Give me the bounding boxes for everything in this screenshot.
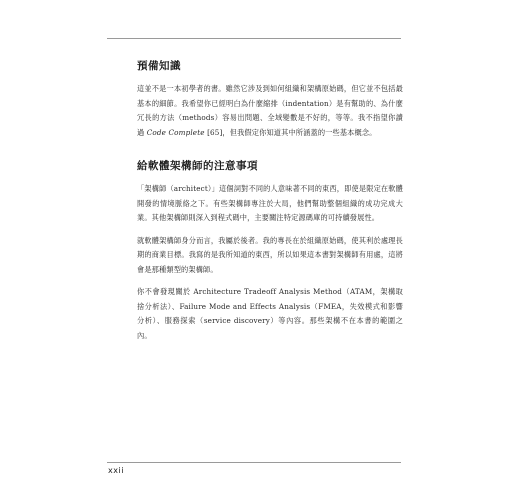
architects-paragraph-3: 你不會發現關於 Architecture Tradeoff Analysis Method（ATAM，架構取捨分析法）、Failure Mode and Effects Analysis（FMEA，失效模式和影響分析）、服務探索（service discovery）等內容。那些架構不在本書的範圍之內。 [137,287,403,340]
section-heading-prerequisites: 預備知識 [137,60,181,72]
prerequisites-text-start: 這並不是一本初學者的書。雖然它涉及到如何組織和架構原始碼，但它並不包括最基本的細節。我希望你已經明白為什麼縮排（indentation）是有幫助的、為什麼冗長的方法（methods）容易出問題、全域變數是不好的，等等。我不指望你讀過 [137,84,403,137]
architects-paragraph-2: 就軟體架構師身分而言，我屬於後者。我的專長在於組織原始碼，使其利於處理長期的商業目標。我寫的是我所知道的東西，所以如果這本書對架構師有用處，這將會是那種類型的架構師。 [137,235,403,274]
prerequisites-paragraph [137,82,403,140]
footer-rule [107,462,401,463]
prerequisites-text-end: [65]，但我假定你知道其中所涵蓋的一些基本概念。 [204,127,377,137]
section-heading-architects-note: 給軟體架構師的注意事項 [137,160,258,172]
architects-paragraph-1: 「架構師（architect）」這個詞對不同的人意味著不同的東西，即使是限定在軟體開發的情境脈絡之下。有些架構師專注於大局，他們幫助整個組織的成功完成大業。其他架構師則深入到程式碼中，主要關注特定源碼庫的可持續發展性。 [137,184,403,222]
book-title-code-complete: Code Complete [146,127,205,137]
header-rule [107,38,401,39]
page-number: xxii [108,466,124,475]
page-body [137,58,403,351]
